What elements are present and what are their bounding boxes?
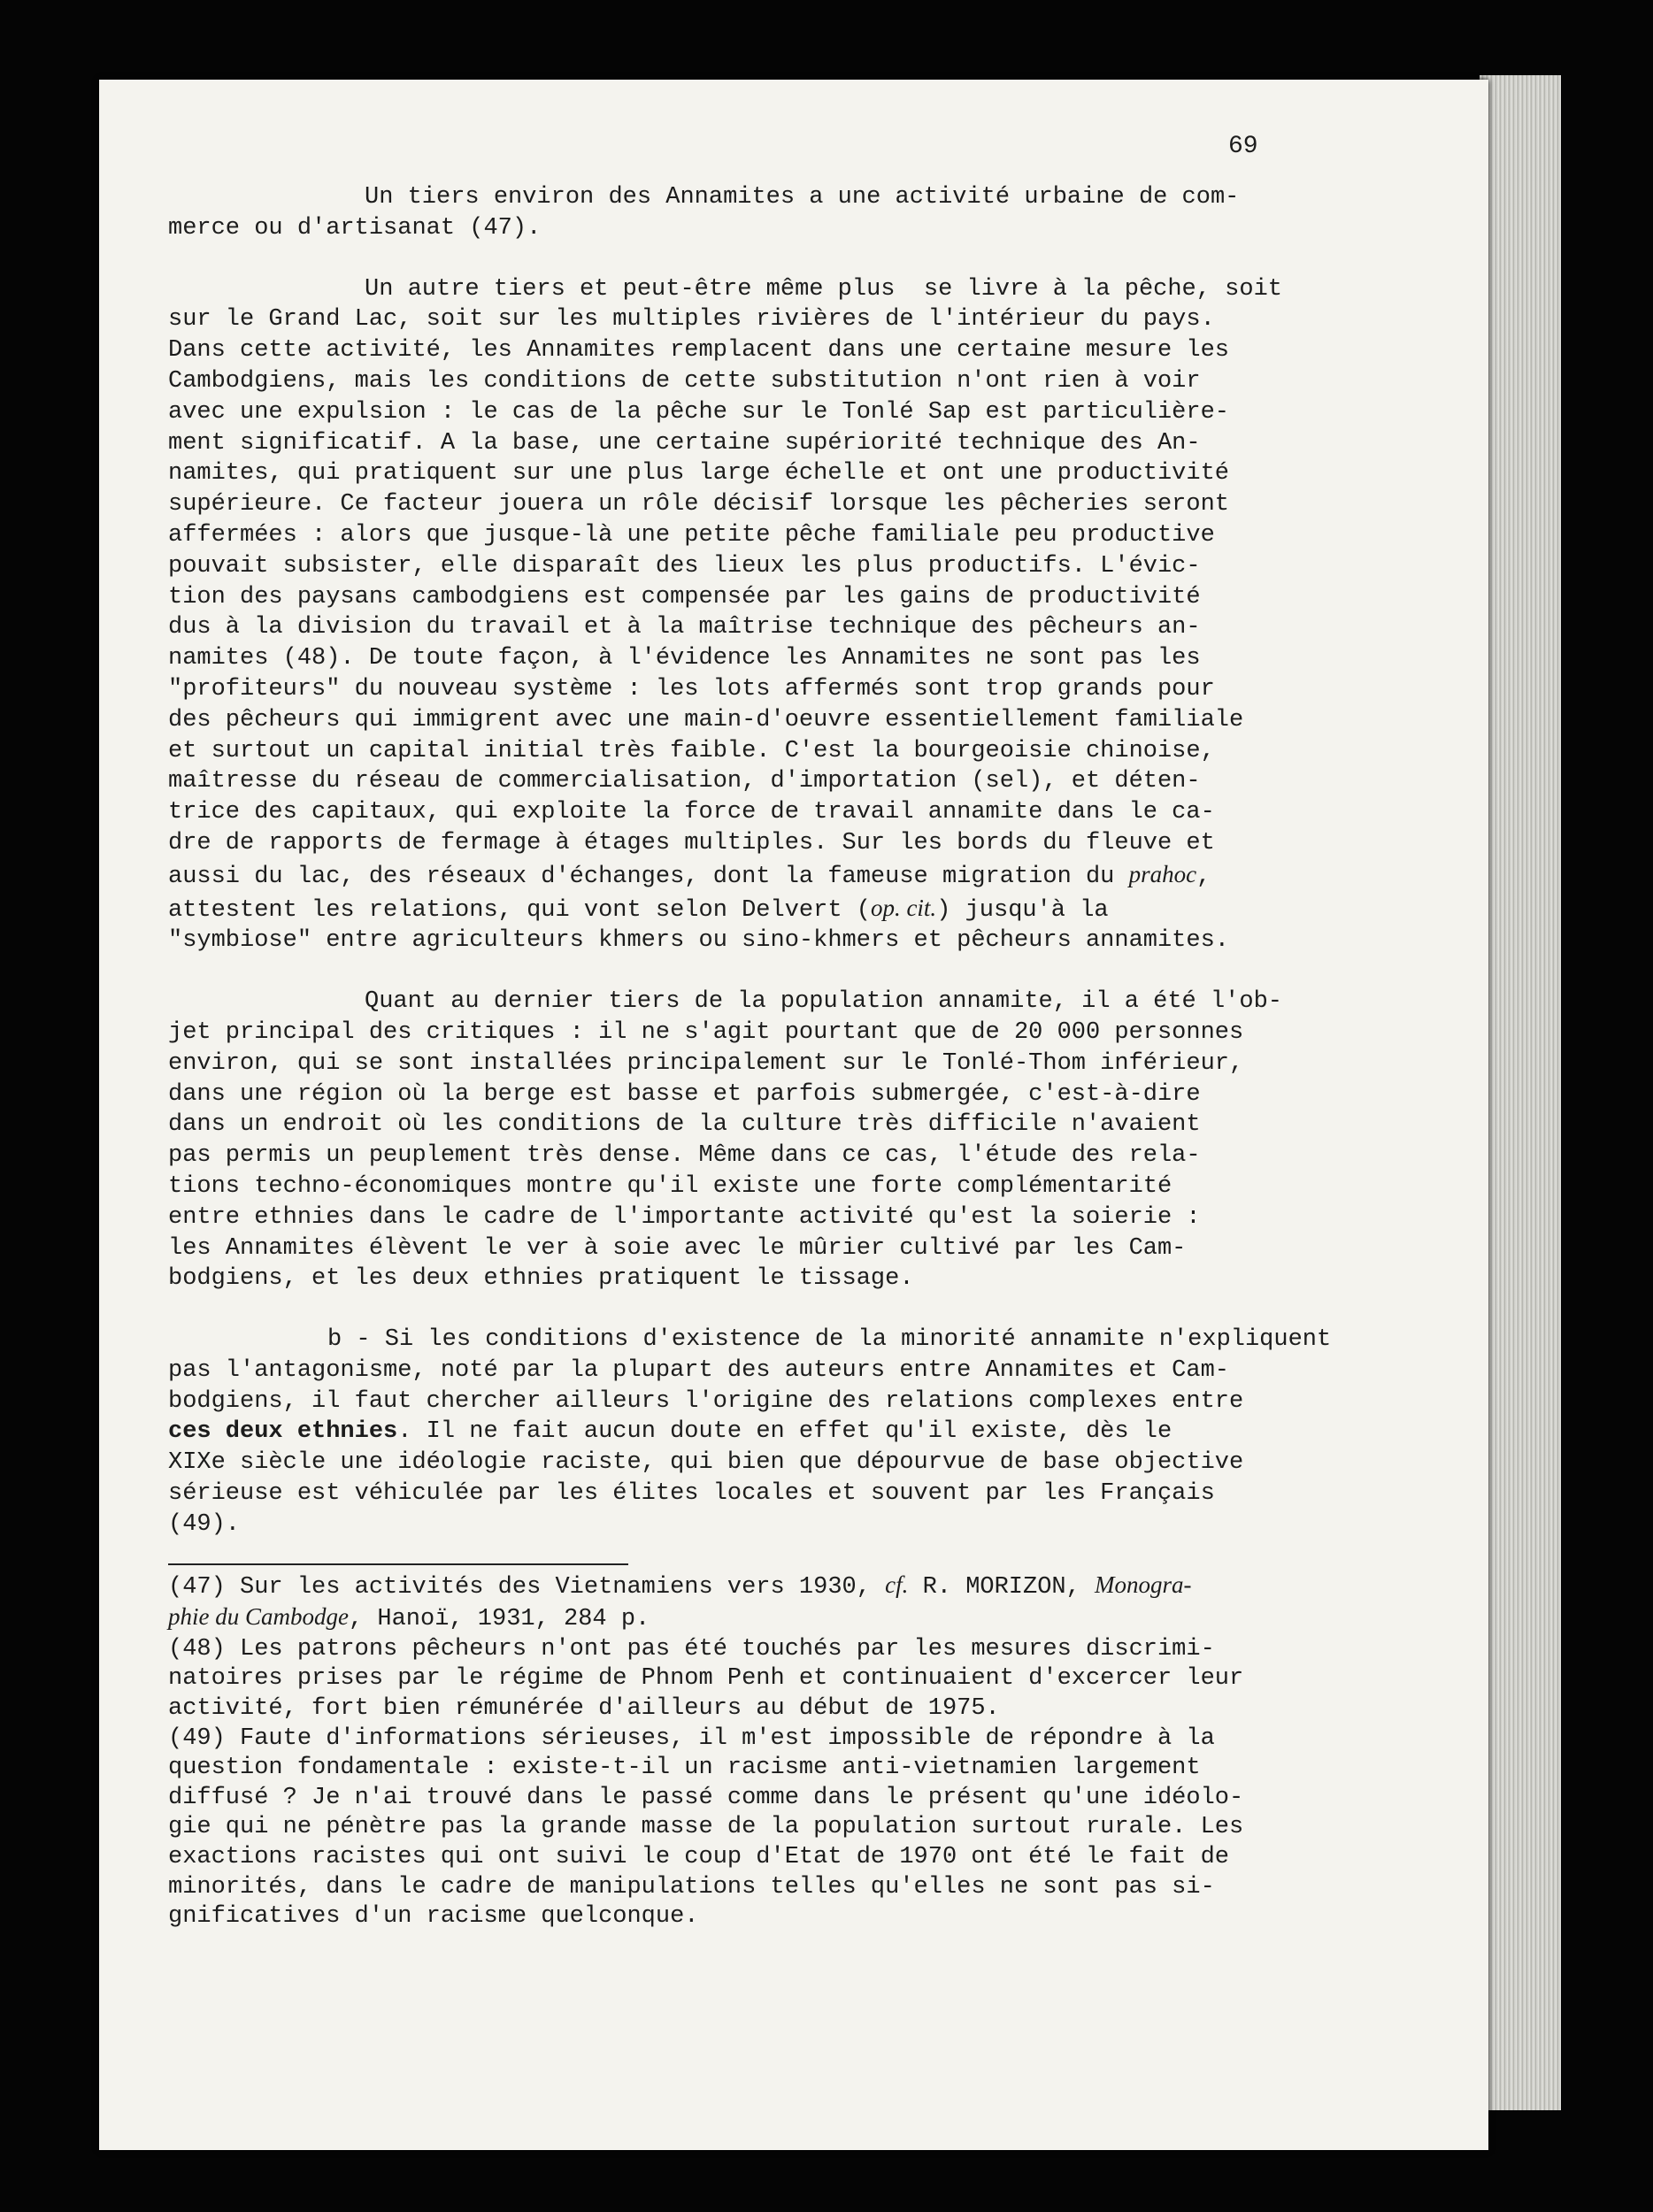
- book-page-edges: [1480, 75, 1561, 2110]
- op-cit: op. cit.: [870, 894, 937, 921]
- prahoc-term: prahoc: [1128, 860, 1197, 887]
- footnotes: (47) Sur les activités des Vietnamiens vers 1930, cf. R. MORIZON, Monogra- phie du Cambodge, Hanoï, 1931, 284 p. (48) Les patrons pêcheurs n'ont pas été touchés par les mesures discrimi- natoires prises par le régime de Phnom Penh et continuaient d'excercer leur activité, fort bien rémunérée d'ailleurs au début de 1975. (49) Faute d'informations sérieuses, il m'est impossible de répondre à la question fondamentale : existe-t-il un racisme anti-vietnamien largement diffusé ? Je n'ai trouvé dans le passé comme dans le présent qu'une idéolo- gie qui ne pénètre pas la grande masse de la population surtout rurale. Les exactions racistes qui ont suivi le coup d'Etat de 1970 ont été le fait de minorités, dans le cadre de manipulations telles qu'elles ne sont pas si- gnificatives d'un racisme quelconque.: [168, 1571, 1327, 1932]
- footnote-48: (48) Les patrons pêcheurs n'ont pas été touchés par les mesures discrimi- natoires prises par le régime de Phnom Penh et continuaient d'excercer leur activité, fort bien rémunérée d'ailleurs au début de 1975.: [168, 1635, 1244, 1723]
- bold-phrase: ces deux ethnies: [168, 1418, 398, 1446]
- footnote-divider: [168, 1563, 628, 1565]
- footnote-49: (49) Faute d'informations sérieuses, il m'est impossible de répondre à la question fondamentale : existe-t-il un racisme anti-vietnamien largement diffusé ? Je n'ai trouvé dans le passé comme dans le présent qu'une idéolo- gie qui ne pénètre pas la grande masse de la population surtout rurale. Les exactions racistes qui ont suivi le coup d'Etat de 1970 ont été le fait de minorités, dans le cadre de manipulations telles qu'elles ne sont pas si- gnificatives d'un racisme quelconque.: [168, 1724, 1244, 1931]
- page-body: Un tiers environ des Annamites a une activité urbaine de com- merce ou d'artisanat (47). Un autre tiers et peut-être même plus se livre à la pêche, soit sur le Grand Lac, soit sur les multiples rivières de l'intérieur du pays. Dans cette activité, les Annamites remplacent dans une certaine mesure les Cambodgiens, mais les conditions de cette substitution n'ont rien à voir avec une expulsion : le cas de la pêche sur le Tonlé Sap est particulière- ment significatif. A la base, une certaine supériorité technique des An- namites, qui pratiquent sur une plus large échelle et ont une productivité supérieure. Ce facteur jouera un rôle décisif lorsque les pêcheries seront affermées : alors que jusque-là une petite pêche familiale peu productive pouvait subsister, elle disparaît des lieux les plus productifs. L'évic- tion des paysans cambodgiens est compensée par les gains de productivité dus à la division du travail et à la maîtrise technique des pêcheurs an- namites (48). De toute façon, à l'évidence les Annamites ne sont pas les "profiteurs" du nouveau système : les lots affermés sont trop grands pour des pêcheurs qui immigrent avec une main-d'oeuvre essentiellement familiale et surtout un capital initial très faible. C'est la bourgeoisie chinoise, maîtresse du réseau de commercialisation, d'importation (sel), et déten- trice des capitaux, qui exploite la force de travail annamite dans le ca- dre de rapports de fermage à étages multiples. Sur les bords du fleuve et aussi du lac, des réseaux d'échanges, dont la fameuse migration du prahoc, attestent les relations, qui vont selon Delvert (op. cit.) jusqu'à la "symbiose" entre agriculteurs khmers ou sino-khmers et pêcheurs annamites. Quant au dernier tiers de la population annamite, il a été l'ob- jet principal des critiques : il ne s'agit pourtant que de 20 000 personnes environ, qui se sont installées principalement sur le Tonlé-Thom inférieur, dans une région où la berge est basse et parfois submergée, c'est-à-dire dans un endroit où les conditions de la culture très difficile n'avaient pas permis un peuplement très dense. Même dans ce cas, l'étude des rela- tions techno-économiques montre qu'il existe une forte complémentarité entre ethnies dans le cadre de l'importante activité qu'est la soierie : les Annamites élèvent le ver à soie avec le mûrier cultivé par les Cam- bodgiens, et les deux ethnies pratiquent le tissage. b - Si les conditions d'existence de la minorité annamite n'expliquent pas l'antagonisme, noté par la plupart des auteurs entre Annamites et Cam- bodgiens, il faut chercher ailleurs l'origine des relations complexes entre ces deux ethnies. Il ne fait aucun doute en effet qu'il existe, dès le XIXe siècle une idéologie raciste, qui bien que dépourvue de base objective sérieuse est véhiculée par les élites locales et souvent par les Français (49). (47) Sur les activités des Vietnamiens vers 1930, cf. R. MORIZON, Monogra- phie du Cambodge, Hanoï, 1931, 284 p. (48) Les patrons pêcheurs n'ont pas été touchés par les mesures discrimi- natoires prises par le régime de Phnom Penh et continuaient d'excercer leur activité, fort bien rémunérée d'ailleurs au début de 1975. (49) Faute d'informations sérieuses, il m'est impossible de répondre à la question fondamentale : existe-t-il un racisme anti-vietnamien largement diffusé ? Je n'ai trouvé dans le passé comme dans le présent qu'une idéolo- gie qui ne pénètre pas la grande masse de la population surtout rurale. Les exactions racistes qui ont suivi le coup d'Etat de 1970 ont été le fait de minorités, dans le cadre de manipulations telles qu'elles ne sont pas si- gnificatives d'un racisme quelconque.: [168, 133, 1327, 1932]
- footnote-47: (47) Sur les activités des Vietnamiens vers 1930, cf. R. MORIZON, Monogra-: [168, 1571, 1192, 1601]
- page-number: 69: [1228, 133, 1258, 160]
